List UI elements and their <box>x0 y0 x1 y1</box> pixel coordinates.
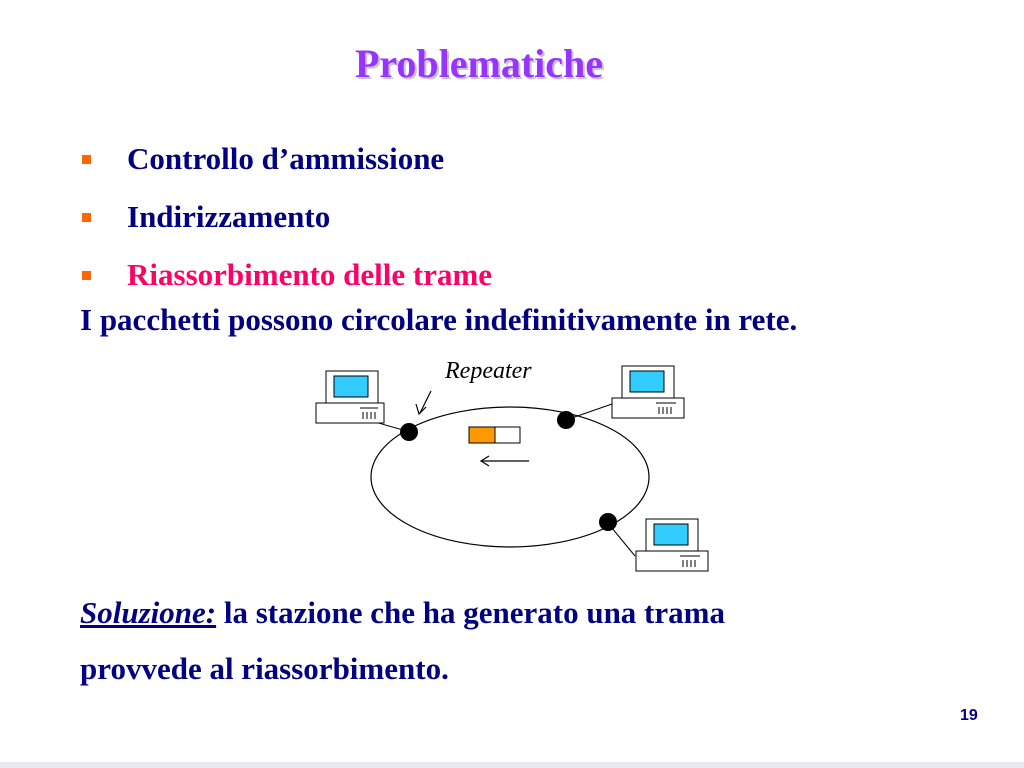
computer-icon-left <box>316 371 384 423</box>
bottom-edge-bar <box>0 762 1024 768</box>
repeater-pointer-arrowhead <box>416 404 426 414</box>
page-number: 19 <box>960 707 978 724</box>
repeater-node-left <box>400 423 418 441</box>
computer-icon-bottom-right <box>636 519 708 571</box>
monitor-screen <box>630 371 664 392</box>
computer-base <box>612 398 684 418</box>
solution-line-1: la stazione che ha generato una trama <box>216 595 725 630</box>
repeater-node-top-right <box>557 411 575 429</box>
computer-base <box>636 551 708 571</box>
repeater-pointer-line <box>420 391 431 413</box>
body-paragraph: I pacchetti possono circolare indefinitivamente in rete. <box>80 302 798 337</box>
bullet-text: Controllo d’ammissione <box>127 141 445 176</box>
computer-icon-top-right <box>612 366 684 418</box>
frame-segment-empty <box>495 427 520 443</box>
monitor-screen <box>654 524 688 545</box>
solution-label: Soluzione: <box>80 595 217 630</box>
frame-segment-filled <box>469 427 495 443</box>
solution-line-2: provvede al riassorbimento. <box>80 651 449 686</box>
bullet-text: Indirizzamento <box>127 199 331 234</box>
slide-title: Problematiche <box>354 41 604 86</box>
bullet-text-highlighted: Riassorbimento delle trame <box>127 257 493 292</box>
solution-text <box>80 585 725 697</box>
monitor-screen <box>334 376 368 397</box>
computer-base <box>316 403 384 423</box>
repeater-node-bottom-right <box>599 513 617 531</box>
repeater-label: Repeater <box>445 358 532 384</box>
